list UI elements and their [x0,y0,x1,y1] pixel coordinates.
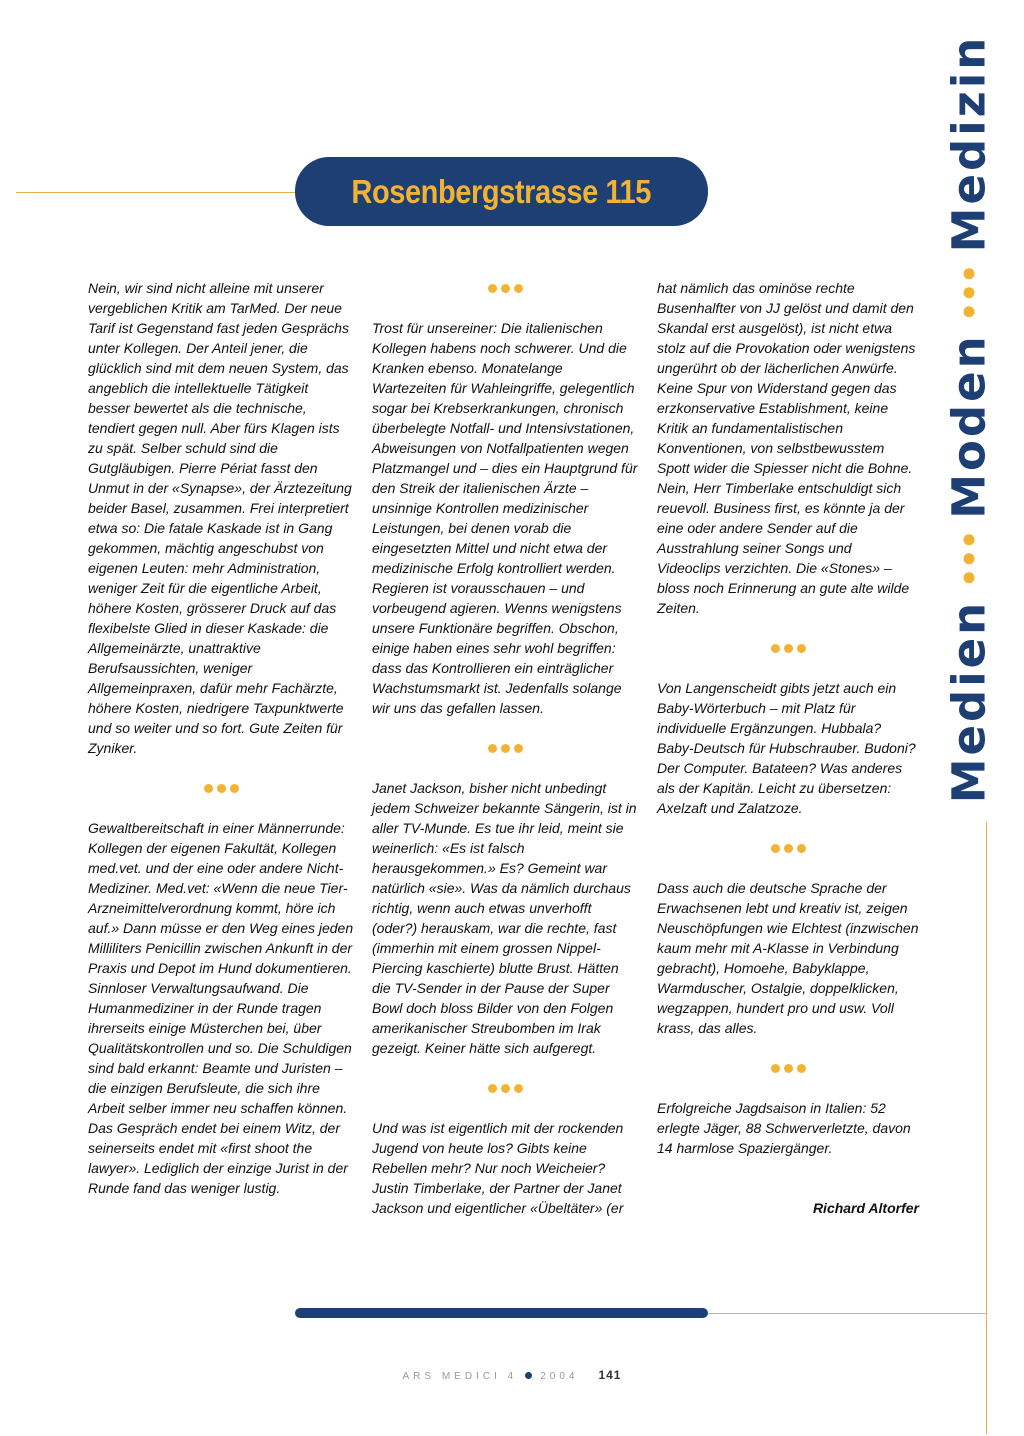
journal-year: 2004 [540,1371,579,1382]
journal-name: ARS MEDICI 4 [402,1371,518,1382]
top-rule [16,192,316,193]
section-separator-dots [657,838,919,858]
side-separator-dots [964,268,975,317]
section-separator-dots [372,738,638,758]
article-paragraph: Von Langenscheidt gibts jetzt auch ein Baby-Wörterbuch – mit Platz für individuelle Ergänzungen. Hubbala? Baby-Deutsch für Hubschrauber. Budoni? Der Computer. Batateen? Was anderes als der Kapitän. Leicht zu übersetzen: Axelzaft und Zalatzoze. [657,680,916,816]
footer-dot [525,1372,532,1379]
article-paragraph: Und was ist eigentlich mit der rockenden Jugend von heute los? Gibts keine Rebellen mehr? Nur noch Weicheier? Justin Timberlake, der Partner der Janet Jackson und eigentlicher «Übeltäter» (er [372,1120,624,1216]
article-column-2 [372,278,638,1218]
section-separator-dots [657,1058,919,1078]
author-byline: Richard Altorfer [812,1200,919,1216]
page-title: Rosenbergstrasse 115 [351,172,652,210]
section-separator-dots [657,638,919,658]
article-paragraph: hat nämlich das ominöse rechte Busenhalfter von JJ gelöst und damit den Skandal erst ausgelöst), ist nicht etwa stolz auf die Provokation oder wenigstens ungerührt ob der lächerlichen Anwürfe. Keine Spur von Widerstand gegen das erzkonservative Establishment, keine Kritik an fundamentalistischen Konventionen, von selbstbewusstem Spott wider die Spiesser nicht die Bohne. Nein, Herr Timberlake entschuldigt sich reuevoll. Business first, es könnte ja der eine oder andere Sender auf die Ausstrahlung seiner Songs und Videoclips verzichten. Die «Stones» – bloss noch Erinnerung an gute alte wilde Zeiten. [657,280,916,616]
article-paragraph: Erfolgreiche Jagdsaison in Italien: 52 erlegte Jäger, 88 Schwerverletzte, davon 14 harmlose Spaziergänger. [657,1100,911,1156]
page-footer [0,1368,1024,1382]
side-word-moden: Moden [942,333,996,519]
section-separator-dots [372,278,638,298]
side-word-medizin: Medizin [942,34,996,253]
title-banner [295,157,708,226]
article-paragraph: Dass auch die deutsche Sprache der Erwachsenen lebt und kreativ ist, zeigen Neuschöpfungen wie Elchtest (inzwischen kaum mehr mit A-Klasse in Verbindung gebracht), Homoehe, Babyklappe, Warmduscher, Ostalgie, doppelklicken, wegzappen, hundert pro und usw. Voll krass, das alles. [657,880,919,1036]
article-paragraph: Gewaltbereitschaft in einer Männerrunde: Kollegen der eigenen Fakultät, Kollegen med.vet. und der eine oder andere Nicht-Mediziner. Med.vet: «Wenn die neue Tier-Arzneimittelverordnung kommt, höre ich auf.» Dann müsse er den Weg eines jeden Milliliters Penicillin zwischen Ankunft in der Praxis und Depot im Hund dokumentieren. Sinnloser Verwaltungsaufwand. Die Humanmediziner in der Runde tragen ihrerseits einige Müsterchen bei, über Qualitätskontrollen und so. Die Schuldigen sind bald erkannt: Beamte und Juristen – die einzigen Berufsleute, die sich ihre Arbeit selber immer neu schaffen können. Das Gespräch endet bei einem Witz, der seinerseits endet mit «first shoot the lawyer». Lediglich der einzige Jurist in der Runde fand das weniger lustig. [88,820,354,1196]
article-column-1 [88,278,354,1198]
bottom-bar [295,1308,708,1318]
side-word-medien: Medien [942,599,996,804]
article-paragraph: Janet Jackson, bisher nicht unbedingt jedem Schweizer bekannte Sängerin, ist in aller TV-Munde. Es tue ihr leid, meint sie weinerlich: «Es ist falsch herausgekommen.» Es? Gemeint war natürlich «sie». Was da nämlich durchaus richtig, wenn auch etwas unverhofft (oder?) herauskam, war die rechte, fast (immerhin mit einem grossen Nippel-Piercing kaschierte) blutte Brust. Hätten die TV-Sender in der Pause der Super Bowl doch bloss Bilder von den Folgen amerikanischer Streubomben im Irak gezeigt. Keiner hätte sich aufgeregt. [372,780,637,1056]
article-column-3 [657,278,919,1218]
bottom-rule [708,1313,986,1314]
section-separator-dots [372,1078,638,1098]
side-separator-dots [964,535,975,584]
right-rule [986,822,987,1434]
article-paragraph: Nein, wir sind nicht alleine mit unserer vergeblichen Kritik am TarMed. Der neue Tarif ist Gegenstand fast jeden Gesprächs unter Kollegen. Der Anteil jener, die glücklich sind mit dem neuen System, das angeblich die intellektuelle Tätigkeit besser bewertet als die technische, tendiert gegen null. Aber fürs Klagen ists zu spät. Selber schuld sind die Gutgläubigen. Pierre Périat fasst den Unmut in der «Synapse», der Ärztezeitung beider Basel, zusammen. Frei interpretiert etwa so: Die fatale Kaskade ist in Gang gekommen, mächtig angeschubst von eigenen Leuten: mehr Administration, weniger Zeit für die eigentliche Arbeit, höhere Kosten, grösserer Druck auf das flexibelste Glied in dieser Kaskade: die Allgemeinärzte, unattraktive Berufsaussichten, weniger Allgemeinpraxen, dafür mehr Fachärzte, höhere Kosten, niedrigere Taxpunktwerte und so weiter und so fort. Gute Zeiten für Zyniker. [88,280,352,756]
side-banner [942,34,996,804]
section-separator-dots [88,778,354,798]
page-number: 141 [598,1368,622,1382]
article-paragraph: Trost für unsereiner: Die italienischen Kollegen habens noch schwerer. Und die Kranken ebenso. Monatelange Wartezeiten für Wahleingriffe, gelegentlich sogar bei Krebserkrankungen, chronisch überbelegte Notfall- und Intensivstationen, Abweisungen von Notfallpatienten wegen Platzmangel und – dies ein Hauptgrund für den Streik der italienischen Ärzte – unsinnige Kontrollen medizinischer Leistungen, bei denen vorab die eingesetzten Mittel und nicht etwa der medizinische Erfolg kontrolliert werden. Regieren ist vorausschauen – und vorbeugend agieren. Wenns wenigstens unsere Funktionäre begriffen. Obschon, einige haben eines sehr wohl begriffen: dass das Kontrollieren ein einträglicher Wachstumsmarkt ist. Jedenfalls solange wir uns das gefallen lassen. [372,320,638,716]
